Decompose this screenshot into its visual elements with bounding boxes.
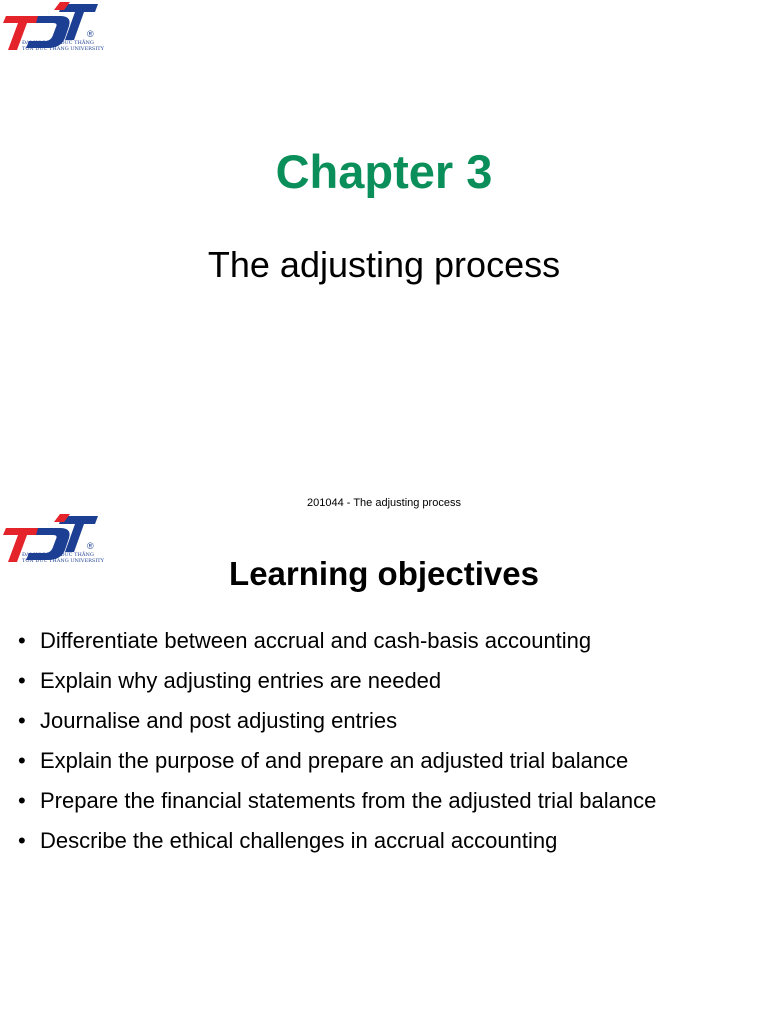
- bullet-icon: •: [18, 788, 26, 813]
- bullet-icon: •: [18, 748, 26, 773]
- objective-item: [18, 626, 656, 666]
- slide-footer: 201044 - The adjusting process: [307, 497, 461, 509]
- registered-mark: ®: [87, 541, 94, 551]
- objective-text: Explain why adjusting entries are needed: [40, 668, 442, 693]
- chapter-title: Chapter 3: [275, 145, 493, 198]
- logo-subtext: [22, 40, 104, 52]
- logo-subtext-line2: TON DUC THANG UNIVERSITY: [22, 46, 104, 52]
- registered-mark: ®: [87, 29, 94, 39]
- objective-text: Describe the ethical challenges in accrual accounting: [40, 828, 558, 853]
- objectives-slide: [0, 512, 768, 1024]
- objectives-title: Learning objectives: [229, 555, 539, 592]
- objective-item: [18, 666, 656, 706]
- objective-text: Explain the purpose of and prepare an adjusted trial balance: [40, 748, 629, 773]
- bullet-icon: •: [18, 828, 26, 853]
- logo-subtext-line1: ĐẠI HỌC TÔN ĐỨC THẮNG: [22, 40, 94, 46]
- objective-text: Prepare the financial statements from the adjusted trial balance: [40, 788, 657, 813]
- objectives-list: [18, 626, 656, 866]
- objective-item: [18, 746, 656, 786]
- bullet-icon: •: [18, 668, 26, 693]
- chapter-subtitle: The adjusting process: [207, 244, 561, 285]
- logo-subtext-line1: ĐẠI HỌC TÔN ĐỨC THẮNG: [22, 552, 94, 558]
- objective-item: [18, 786, 656, 826]
- tdt-logo: [0, 0, 104, 56]
- bullet-icon: •: [18, 628, 26, 653]
- objective-text: Journalise and post adjusting entries: [40, 708, 398, 733]
- objective-item: [18, 706, 656, 746]
- objective-text: Differentiate between accrual and cash-basis accounting: [40, 628, 592, 653]
- bullet-icon: •: [18, 708, 26, 733]
- logo-subtext-line2: TON DUC THANG UNIVERSITY: [22, 558, 104, 564]
- objective-item: [18, 826, 656, 866]
